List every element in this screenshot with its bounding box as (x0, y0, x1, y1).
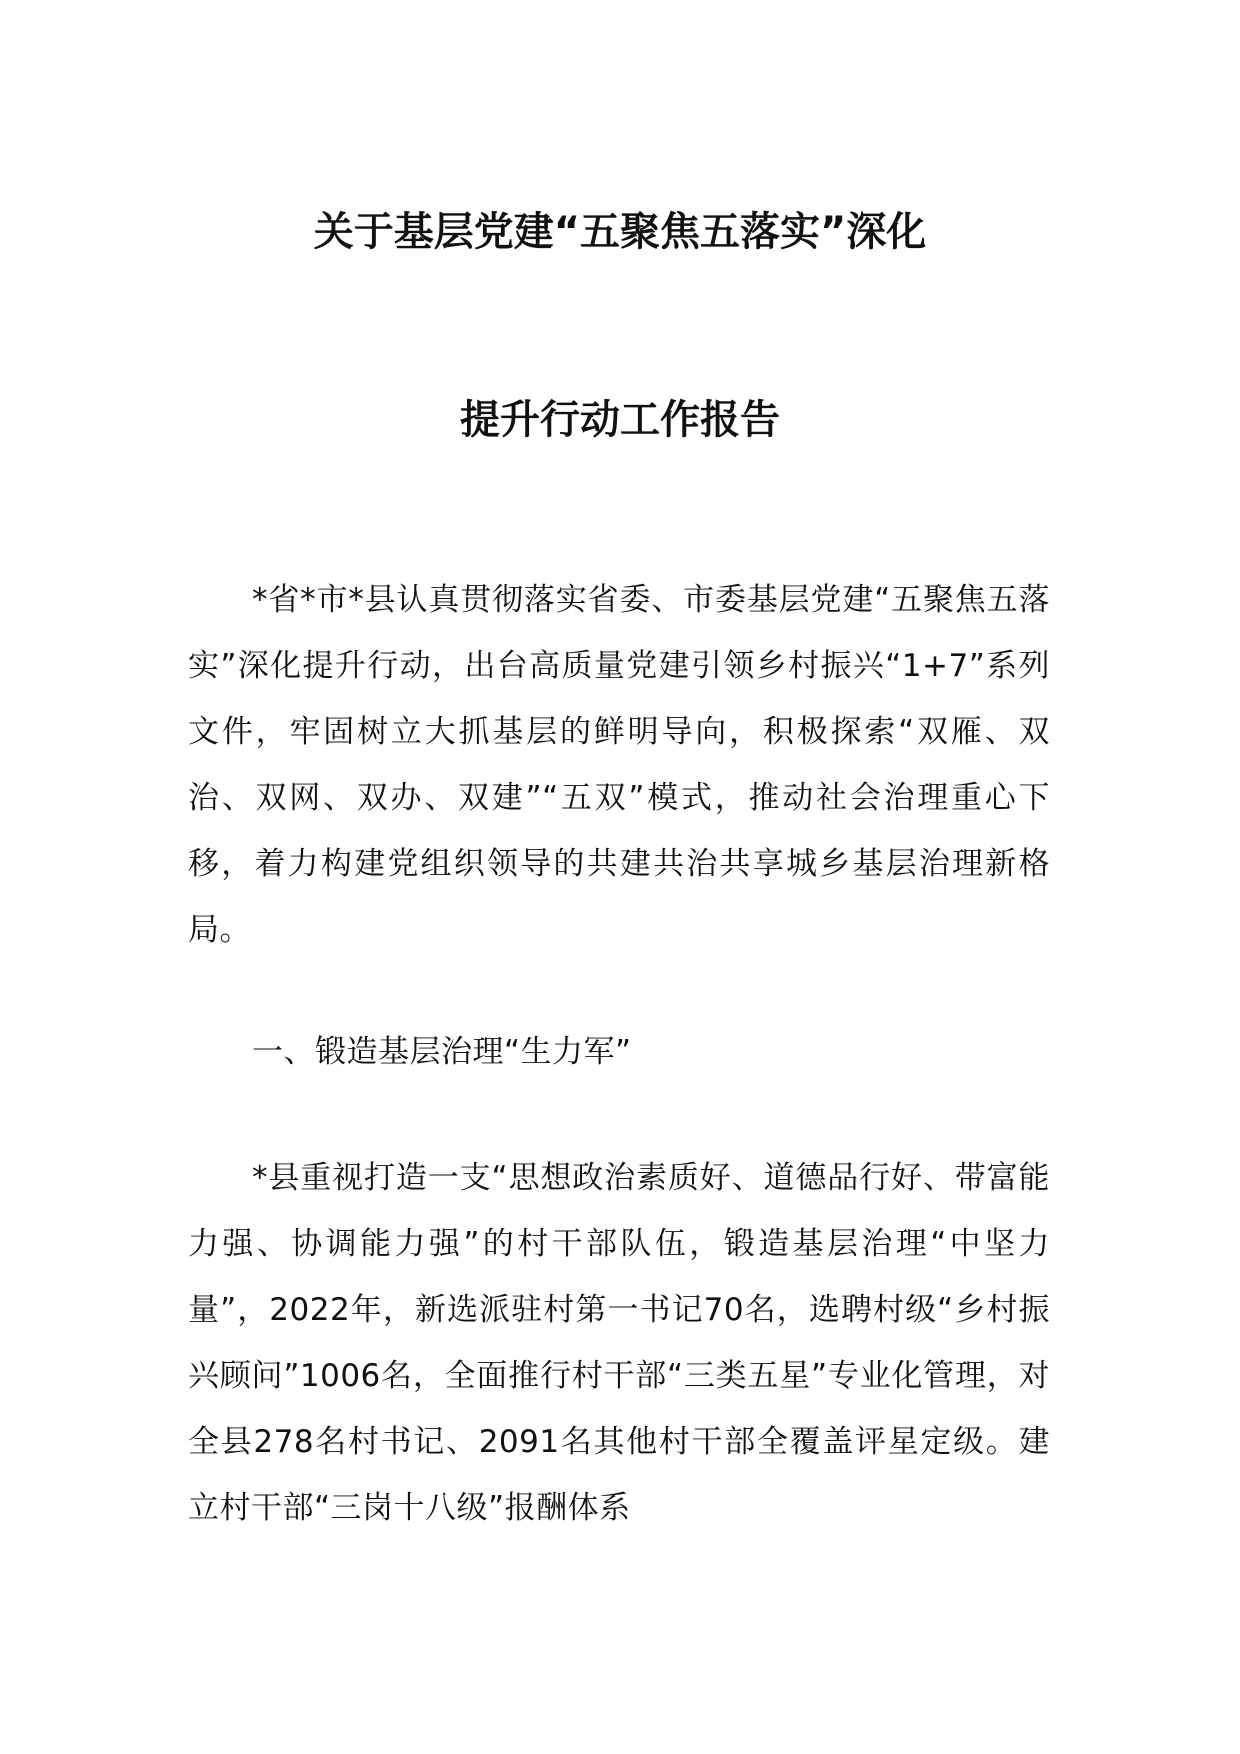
document-title-line-2: 提升行动工作报告 (460, 397, 780, 443)
section-heading: 一、锻造基层治理“生力军” (252, 1034, 632, 1070)
intro-paragraph: *省*市*县认真贯彻落实省委、市委基层党建“五聚焦五落实”深化提升行动，出台高质量党建引领乡村振兴“1+7”系列文件，牢固树立大抓基层的鲜明导向，积极探索“双雁、双治、双网、双办、双建”“五双”模式，推动社会治理重心下移，着力构建党组织领导的共建共治共享城乡基层治理新格局。 (188, 582, 1050, 948)
section-paragraph: *县重视打造一支“思想政治素质好、道德品行好、带富能力强、协调能力强”的村干部队伍，锻造基层治理“中坚力量”，2022年，新选派驻村第一书记70名，选聘村级“乡村振兴顾问”1006名，全面推行村干部“三类五星”专业化管理，对全县278名村书记、2091名其他村干部全覆盖评星定级。建立村干部“三岗十八级”报酬体系 (188, 1160, 1050, 1526)
document-title-line-1: 关于基层党建“五聚焦五落实”深化 (313, 209, 927, 255)
